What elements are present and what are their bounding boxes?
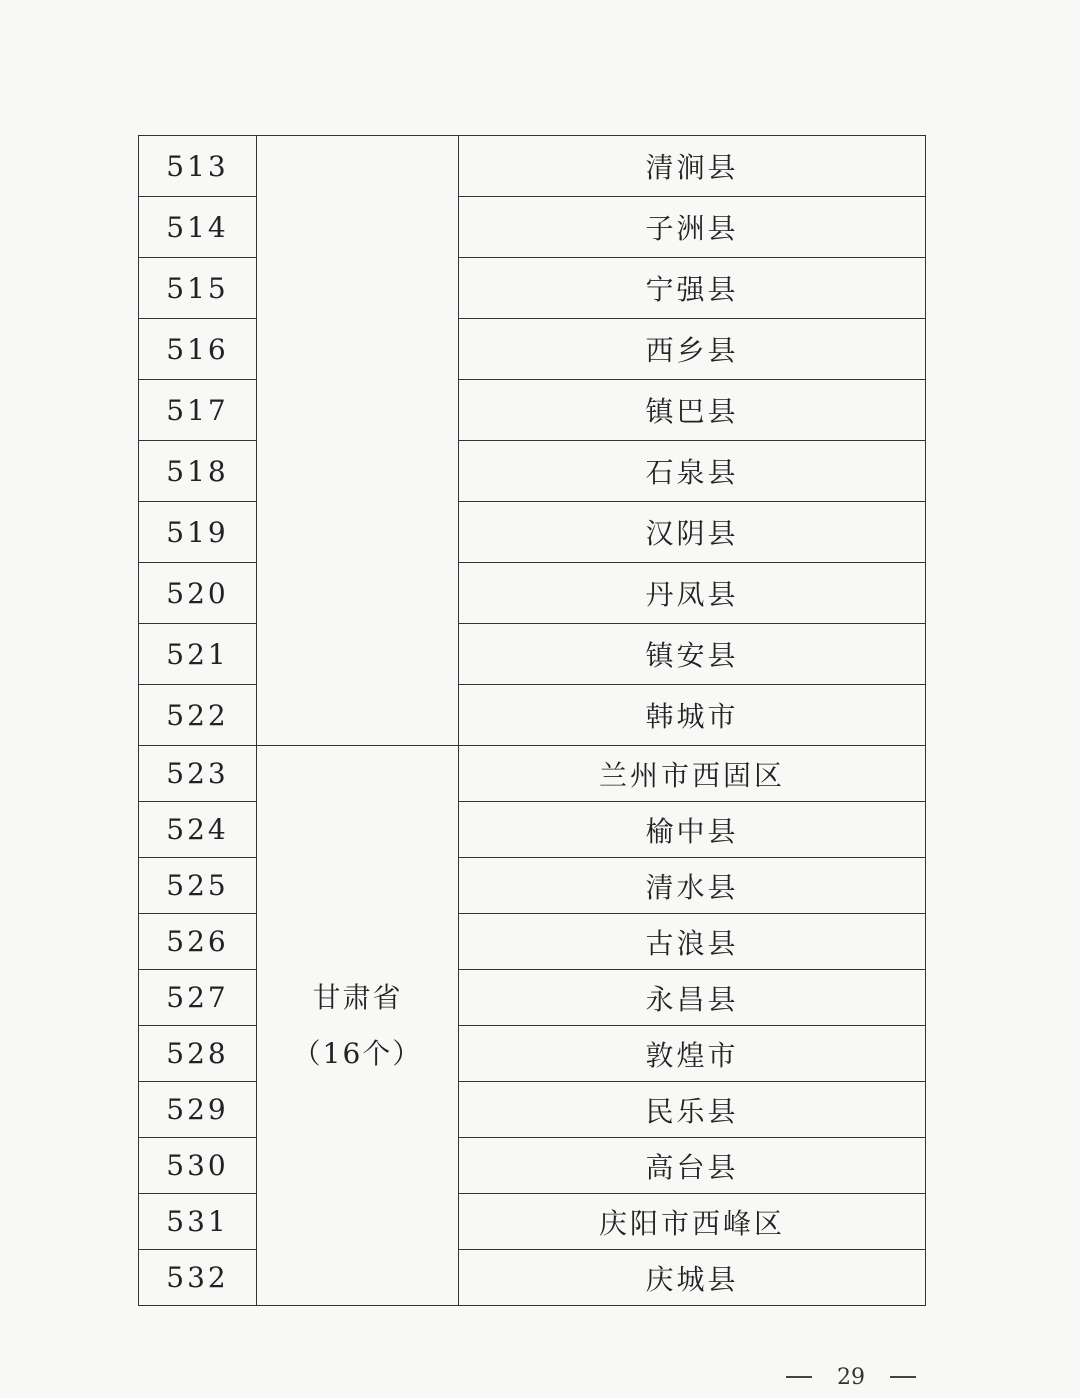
row-number: 527 bbox=[139, 970, 257, 1026]
province-county-count: （16个） bbox=[292, 1036, 423, 1070]
row-number: 526 bbox=[139, 914, 257, 970]
county-name: 子洲县 bbox=[459, 197, 926, 258]
county-name: 西乡县 bbox=[459, 319, 926, 380]
county-name: 高台县 bbox=[459, 1138, 926, 1194]
footer-dash-left bbox=[786, 1376, 812, 1378]
row-number: 532 bbox=[139, 1250, 257, 1306]
county-name: 兰州市西固区 bbox=[459, 746, 926, 802]
row-number: 521 bbox=[139, 624, 257, 685]
row-number: 524 bbox=[139, 802, 257, 858]
row-number: 531 bbox=[139, 1194, 257, 1250]
county-name: 古浪县 bbox=[459, 914, 926, 970]
county-name: 清涧县 bbox=[459, 136, 926, 197]
row-number: 514 bbox=[139, 197, 257, 258]
row-number: 520 bbox=[139, 563, 257, 624]
county-name: 庆城县 bbox=[459, 1250, 926, 1306]
row-number: 522 bbox=[139, 685, 257, 746]
row-number: 523 bbox=[139, 746, 257, 802]
province-cell-gansu bbox=[257, 746, 459, 1306]
county-name: 永昌县 bbox=[459, 970, 926, 1026]
table-row bbox=[139, 136, 926, 197]
page-footer bbox=[786, 1362, 916, 1392]
county-name: 清水县 bbox=[459, 858, 926, 914]
county-name: 丹凤县 bbox=[459, 563, 926, 624]
row-number: 513 bbox=[139, 136, 257, 197]
county-name: 石泉县 bbox=[459, 441, 926, 502]
row-number: 525 bbox=[139, 858, 257, 914]
page-number: 29 bbox=[837, 1364, 865, 1390]
county-name: 宁强县 bbox=[459, 258, 926, 319]
row-number: 529 bbox=[139, 1082, 257, 1138]
table-row bbox=[139, 746, 926, 802]
row-number: 518 bbox=[139, 441, 257, 502]
row-number: 516 bbox=[139, 319, 257, 380]
province-name: 甘肃省 bbox=[312, 980, 403, 1014]
county-name: 敦煌市 bbox=[459, 1026, 926, 1082]
row-number: 530 bbox=[139, 1138, 257, 1194]
province-cell-continued bbox=[257, 136, 459, 746]
footer-dash-right bbox=[890, 1376, 916, 1378]
county-name: 民乐县 bbox=[459, 1082, 926, 1138]
county-name: 榆中县 bbox=[459, 802, 926, 858]
county-name: 汉阴县 bbox=[459, 502, 926, 563]
row-number: 515 bbox=[139, 258, 257, 319]
county-list-table bbox=[138, 135, 926, 1306]
row-number: 517 bbox=[139, 380, 257, 441]
row-number: 528 bbox=[139, 1026, 257, 1082]
county-name: 镇安县 bbox=[459, 624, 926, 685]
row-number: 519 bbox=[139, 502, 257, 563]
county-name: 庆阳市西峰区 bbox=[459, 1194, 926, 1250]
county-name: 镇巴县 bbox=[459, 380, 926, 441]
county-name: 韩城市 bbox=[459, 685, 926, 746]
